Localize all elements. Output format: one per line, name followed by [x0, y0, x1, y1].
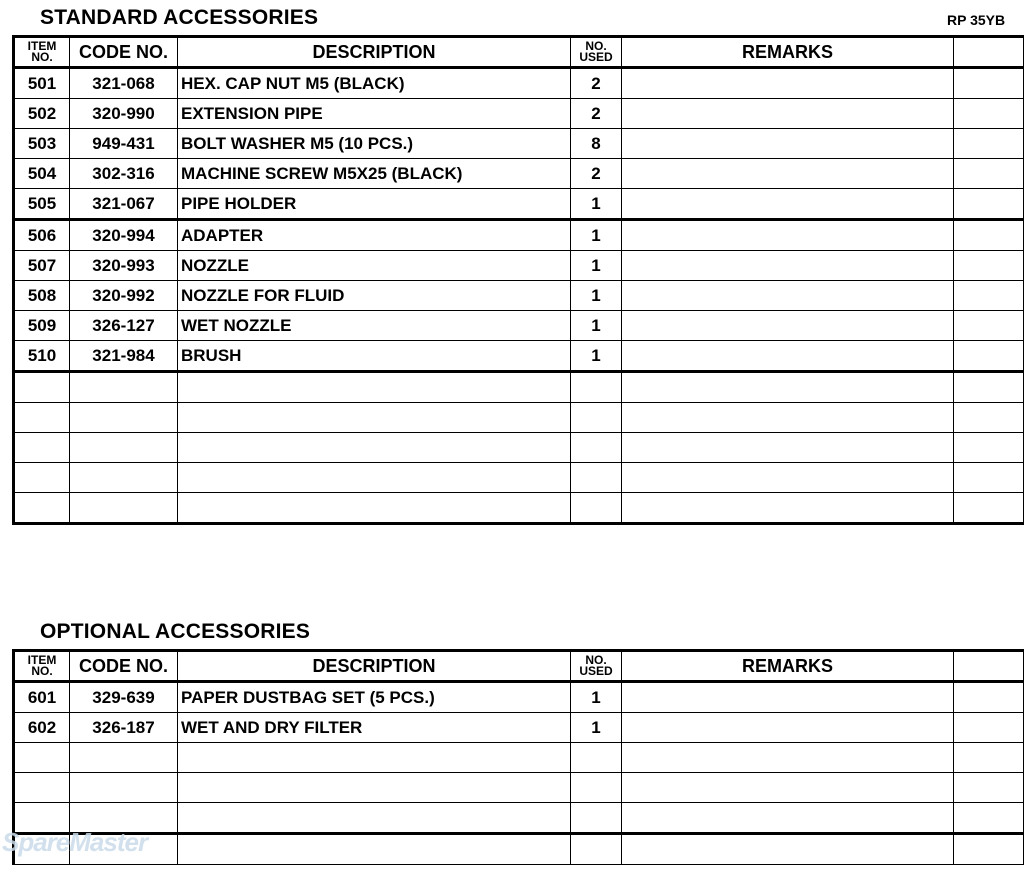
optional-accessories-title: OPTIONAL ACCESSORIES	[40, 620, 311, 643]
code-no-cell	[70, 403, 178, 433]
no-used-cell: 1	[571, 311, 622, 341]
remarks-cell	[622, 341, 954, 372]
description-cell	[178, 433, 571, 463]
code-no-cell: 949-431	[70, 129, 178, 159]
item-no-cell	[14, 493, 70, 524]
item-no-cell	[14, 372, 70, 403]
remarks-cell	[622, 281, 954, 311]
description-cell	[178, 773, 571, 803]
table-row	[14, 220, 1024, 251]
extra-cell	[954, 189, 1024, 220]
no-used-header-line1: NO.	[585, 39, 607, 53]
code-no-cell	[70, 463, 178, 493]
watermark-logo: SpareMaster	[2, 827, 148, 857]
extra-cell	[954, 834, 1024, 865]
item-no-cell	[14, 463, 70, 493]
extra-cell	[954, 743, 1024, 773]
description-header: DESCRIPTION	[178, 37, 571, 68]
extra-header	[954, 37, 1024, 68]
table-row	[14, 713, 1024, 743]
code-no-cell: 320-990	[70, 99, 178, 129]
empty-table-row	[14, 463, 1024, 493]
standard-accessories-title: STANDARD ACCESSORIES	[40, 6, 319, 29]
table-row	[14, 311, 1024, 341]
no-used-header-line1: NO.	[585, 653, 607, 667]
extra-cell	[954, 403, 1024, 433]
extra-cell	[954, 713, 1024, 743]
table-row	[14, 341, 1024, 372]
empty-table-row	[14, 743, 1024, 773]
description-header: DESCRIPTION	[178, 651, 571, 682]
description-cell: NOZZLE	[178, 251, 571, 281]
remarks-cell	[622, 433, 954, 463]
extra-cell	[954, 493, 1024, 524]
remarks-cell	[622, 682, 954, 713]
item-no-header-line2: NO.	[31, 664, 53, 678]
description-cell: PIPE HOLDER	[178, 189, 571, 220]
description-cell	[178, 403, 571, 433]
remarks-cell	[622, 68, 954, 99]
item-no-cell: 502	[14, 99, 70, 129]
table-header-row	[14, 651, 1024, 682]
description-cell	[178, 803, 571, 834]
extra-cell	[954, 220, 1024, 251]
item-no-header-line1: ITEM	[27, 39, 57, 53]
description-cell	[178, 463, 571, 493]
code-no-cell: 320-994	[70, 220, 178, 251]
remarks-cell	[622, 159, 954, 189]
remarks-cell	[622, 99, 954, 129]
extra-header	[954, 651, 1024, 682]
description-cell	[178, 372, 571, 403]
table-header-row	[14, 37, 1024, 68]
item-no-cell: 510	[14, 341, 70, 372]
no-used-header-line2: USED	[579, 664, 613, 678]
remarks-cell	[622, 773, 954, 803]
remarks-cell	[622, 403, 954, 433]
table-row	[14, 251, 1024, 281]
extra-cell	[954, 433, 1024, 463]
code-no-cell	[70, 433, 178, 463]
description-cell: MACHINE SCREW M5X25 (BLACK)	[178, 159, 571, 189]
remarks-cell	[622, 803, 954, 834]
description-cell: BRUSH	[178, 341, 571, 372]
empty-table-row	[14, 773, 1024, 803]
table-row	[14, 682, 1024, 713]
item-no-header	[14, 651, 70, 682]
no-used-header	[571, 37, 622, 68]
description-cell: HEX. CAP NUT M5 (BLACK)	[178, 68, 571, 99]
remarks-cell	[622, 129, 954, 159]
remarks-cell	[622, 372, 954, 403]
code-no-cell	[70, 743, 178, 773]
code-no-cell: 320-992	[70, 281, 178, 311]
remarks-cell	[622, 713, 954, 743]
remarks-cell	[622, 311, 954, 341]
code-no-cell	[70, 773, 178, 803]
code-no-cell: 326-127	[70, 311, 178, 341]
item-no-cell: 503	[14, 129, 70, 159]
no-used-cell: 1	[571, 220, 622, 251]
code-no-cell: 326-187	[70, 713, 178, 743]
code-no-cell: 302-316	[70, 159, 178, 189]
item-no-cell: 505	[14, 189, 70, 220]
description-cell	[178, 834, 571, 865]
remarks-cell	[622, 189, 954, 220]
empty-table-row	[14, 803, 1024, 834]
code-no-header: CODE NO.	[70, 651, 178, 682]
item-no-cell: 501	[14, 68, 70, 99]
item-no-cell: 601	[14, 682, 70, 713]
description-cell: WET AND DRY FILTER	[178, 713, 571, 743]
description-cell	[178, 493, 571, 524]
description-cell: WET NOZZLE	[178, 311, 571, 341]
remarks-cell	[622, 220, 954, 251]
item-no-cell: 602	[14, 713, 70, 743]
no-used-cell: 1	[571, 189, 622, 220]
remarks-cell	[622, 743, 954, 773]
extra-cell	[954, 99, 1024, 129]
no-used-cell	[571, 433, 622, 463]
table-row	[14, 68, 1024, 99]
no-used-header-line2: USED	[579, 50, 613, 64]
code-no-cell: 321-068	[70, 68, 178, 99]
description-cell: NOZZLE FOR FLUID	[178, 281, 571, 311]
extra-cell	[954, 682, 1024, 713]
table-row	[14, 129, 1024, 159]
optional-accessories-table	[12, 649, 1024, 865]
no-used-cell: 1	[571, 713, 622, 743]
description-cell: EXTENSION PIPE	[178, 99, 571, 129]
extra-cell	[954, 129, 1024, 159]
empty-table-row	[14, 493, 1024, 524]
no-used-cell: 8	[571, 129, 622, 159]
code-no-cell	[70, 372, 178, 403]
extra-cell	[954, 803, 1024, 834]
item-no-cell: 509	[14, 311, 70, 341]
table-row	[14, 189, 1024, 220]
empty-table-row	[14, 372, 1024, 403]
item-no-cell: 507	[14, 251, 70, 281]
no-used-cell: 1	[571, 251, 622, 281]
no-used-cell: 2	[571, 99, 622, 129]
remarks-cell	[622, 251, 954, 281]
code-no-cell	[70, 493, 178, 524]
model-number: RP 35YB	[947, 12, 1006, 28]
standard-accessories-table	[12, 35, 1024, 525]
extra-cell	[954, 311, 1024, 341]
remarks-cell	[622, 463, 954, 493]
extra-cell	[954, 281, 1024, 311]
no-used-cell	[571, 403, 622, 433]
extra-cell	[954, 773, 1024, 803]
remarks-header: REMARKS	[622, 651, 954, 682]
empty-table-row	[14, 834, 1024, 865]
no-used-cell	[571, 493, 622, 524]
table-row	[14, 159, 1024, 189]
description-cell: PAPER DUSTBAG SET (5 PCS.)	[178, 682, 571, 713]
item-no-header-line1: ITEM	[27, 653, 57, 667]
extra-cell	[954, 463, 1024, 493]
description-cell	[178, 743, 571, 773]
no-used-cell	[571, 372, 622, 403]
item-no-header	[14, 37, 70, 68]
no-used-cell: 1	[571, 682, 622, 713]
table-row	[14, 281, 1024, 311]
no-used-header	[571, 651, 622, 682]
remarks-cell	[622, 834, 954, 865]
description-cell: ADAPTER	[178, 220, 571, 251]
remarks-header: REMARKS	[622, 37, 954, 68]
no-used-cell	[571, 463, 622, 493]
code-no-header: CODE NO.	[70, 37, 178, 68]
no-used-cell	[571, 834, 622, 865]
item-no-cell	[14, 403, 70, 433]
empty-table-row	[14, 403, 1024, 433]
item-no-cell: 508	[14, 281, 70, 311]
no-used-cell: 1	[571, 341, 622, 372]
item-no-header-line2: NO.	[31, 50, 53, 64]
extra-cell	[954, 159, 1024, 189]
no-used-cell: 1	[571, 281, 622, 311]
description-cell: BOLT WASHER M5 (10 PCS.)	[178, 129, 571, 159]
code-no-cell: 329-639	[70, 682, 178, 713]
no-used-cell	[571, 743, 622, 773]
item-no-cell	[14, 433, 70, 463]
empty-table-row	[14, 433, 1024, 463]
no-used-cell: 2	[571, 159, 622, 189]
item-no-cell	[14, 743, 70, 773]
extra-cell	[954, 341, 1024, 372]
no-used-cell	[571, 773, 622, 803]
item-no-cell: 506	[14, 220, 70, 251]
extra-cell	[954, 68, 1024, 99]
code-no-cell: 320-993	[70, 251, 178, 281]
code-no-cell: 321-067	[70, 189, 178, 220]
extra-cell	[954, 251, 1024, 281]
item-no-cell	[14, 773, 70, 803]
no-used-cell: 2	[571, 68, 622, 99]
table-row	[14, 99, 1024, 129]
code-no-cell: 321-984	[70, 341, 178, 372]
extra-cell	[954, 372, 1024, 403]
item-no-cell: 504	[14, 159, 70, 189]
no-used-cell	[571, 803, 622, 834]
remarks-cell	[622, 493, 954, 524]
